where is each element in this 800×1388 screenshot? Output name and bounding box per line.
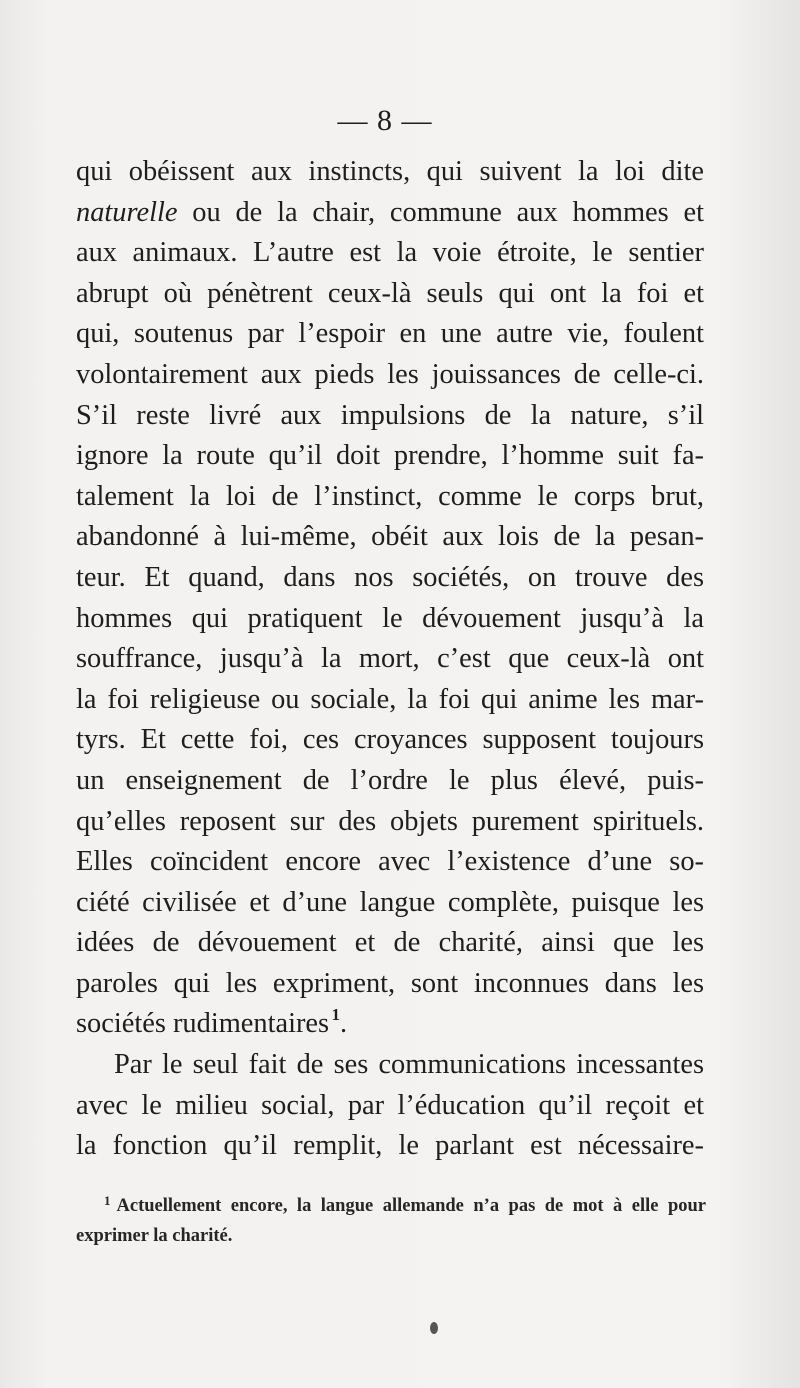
text-line <box>76 1004 704 1045</box>
text-line: talement la loi de l’instinct, comme le corps brut, <box>76 480 704 512</box>
text-line-content: sociétés rudimentaires <box>76 1008 330 1040</box>
text-line: Elles coïncident encore avec l’existence d’une so- <box>76 846 704 878</box>
text-line: un enseignement de l’ordre le plus élevé, puis- <box>76 764 704 796</box>
text-line-rest: ou de la chair, commune aux hommes et <box>192 196 705 228</box>
footnote-marker: 1 <box>104 1193 111 1208</box>
italic-word: naturelle <box>76 196 178 228</box>
text-line: souffrance, jusqu’à la mort, c’est que ceux-là ont <box>76 643 704 675</box>
text-line: ciété civilisée et d’une langue complète, puisque les <box>76 886 704 918</box>
text-line: abrupt où pénètrent ceux-là seuls qui ont la foi et <box>76 277 704 309</box>
footnote-line: exprimer la charité. <box>76 1226 233 1246</box>
text-line: teur. Et quand, dans nos sociétés, on trouve des <box>76 561 704 593</box>
text-line: aux animaux. L’autre est la voie étroite, le sentier <box>76 237 704 269</box>
ink-smudge <box>430 1322 438 1334</box>
text-line: abandonné à lui-même, obéit aux lois de la pesan- <box>76 521 704 553</box>
text-line: idées de dévouement et de charité, ainsi que les <box>76 927 704 959</box>
text-line: la fonction qu’il remplit, le parlant est nécessaire- <box>76 1130 704 1162</box>
footnote-reference[interactable]: 1 <box>331 1005 340 1025</box>
text-line: volontairement aux pieds les jouissances de celle-ci. <box>76 358 704 390</box>
text-line: ignore la route qu’il doit prendre, l’homme suit fa- <box>76 440 704 472</box>
footnote <box>76 1186 706 1251</box>
text-line: Par le seul fait de ses communications incessantes <box>114 1049 704 1081</box>
footnote-line <box>76 1186 706 1221</box>
text-line <box>76 193 704 234</box>
text-line: qui, soutenus par l’espoir en une autre vie, foulent <box>76 318 704 350</box>
text-line: la foi religieuse ou sociale, la foi qui anime les mar- <box>76 683 704 715</box>
text-line: qui obéissent aux instincts, qui suivent la loi dite <box>76 156 704 187</box>
text-line: hommes qui pratiquent le dévouement jusqu’à la <box>76 602 704 634</box>
page-number: — 8 — <box>337 104 433 137</box>
text-line: qu’elles reposent sur des objets purement spirituels. <box>76 805 704 837</box>
text-line: paroles qui les expriment, sont inconnues dans les <box>76 967 704 999</box>
footnote-reference-suffix: . <box>339 1008 348 1040</box>
text-line: S’il reste livré aux impulsions de la nature, s’il <box>76 399 704 431</box>
footnote-text: Actuellement encore, la langue allemande n’a pas de mot à elle pour <box>116 1196 706 1216</box>
text-line: avec le milieu social, par l’éducation qu’il reçoit et <box>76 1089 704 1121</box>
body-text <box>76 152 704 1167</box>
text-line: tyrs. Et cette foi, ces croyances supposent toujours <box>76 724 704 756</box>
